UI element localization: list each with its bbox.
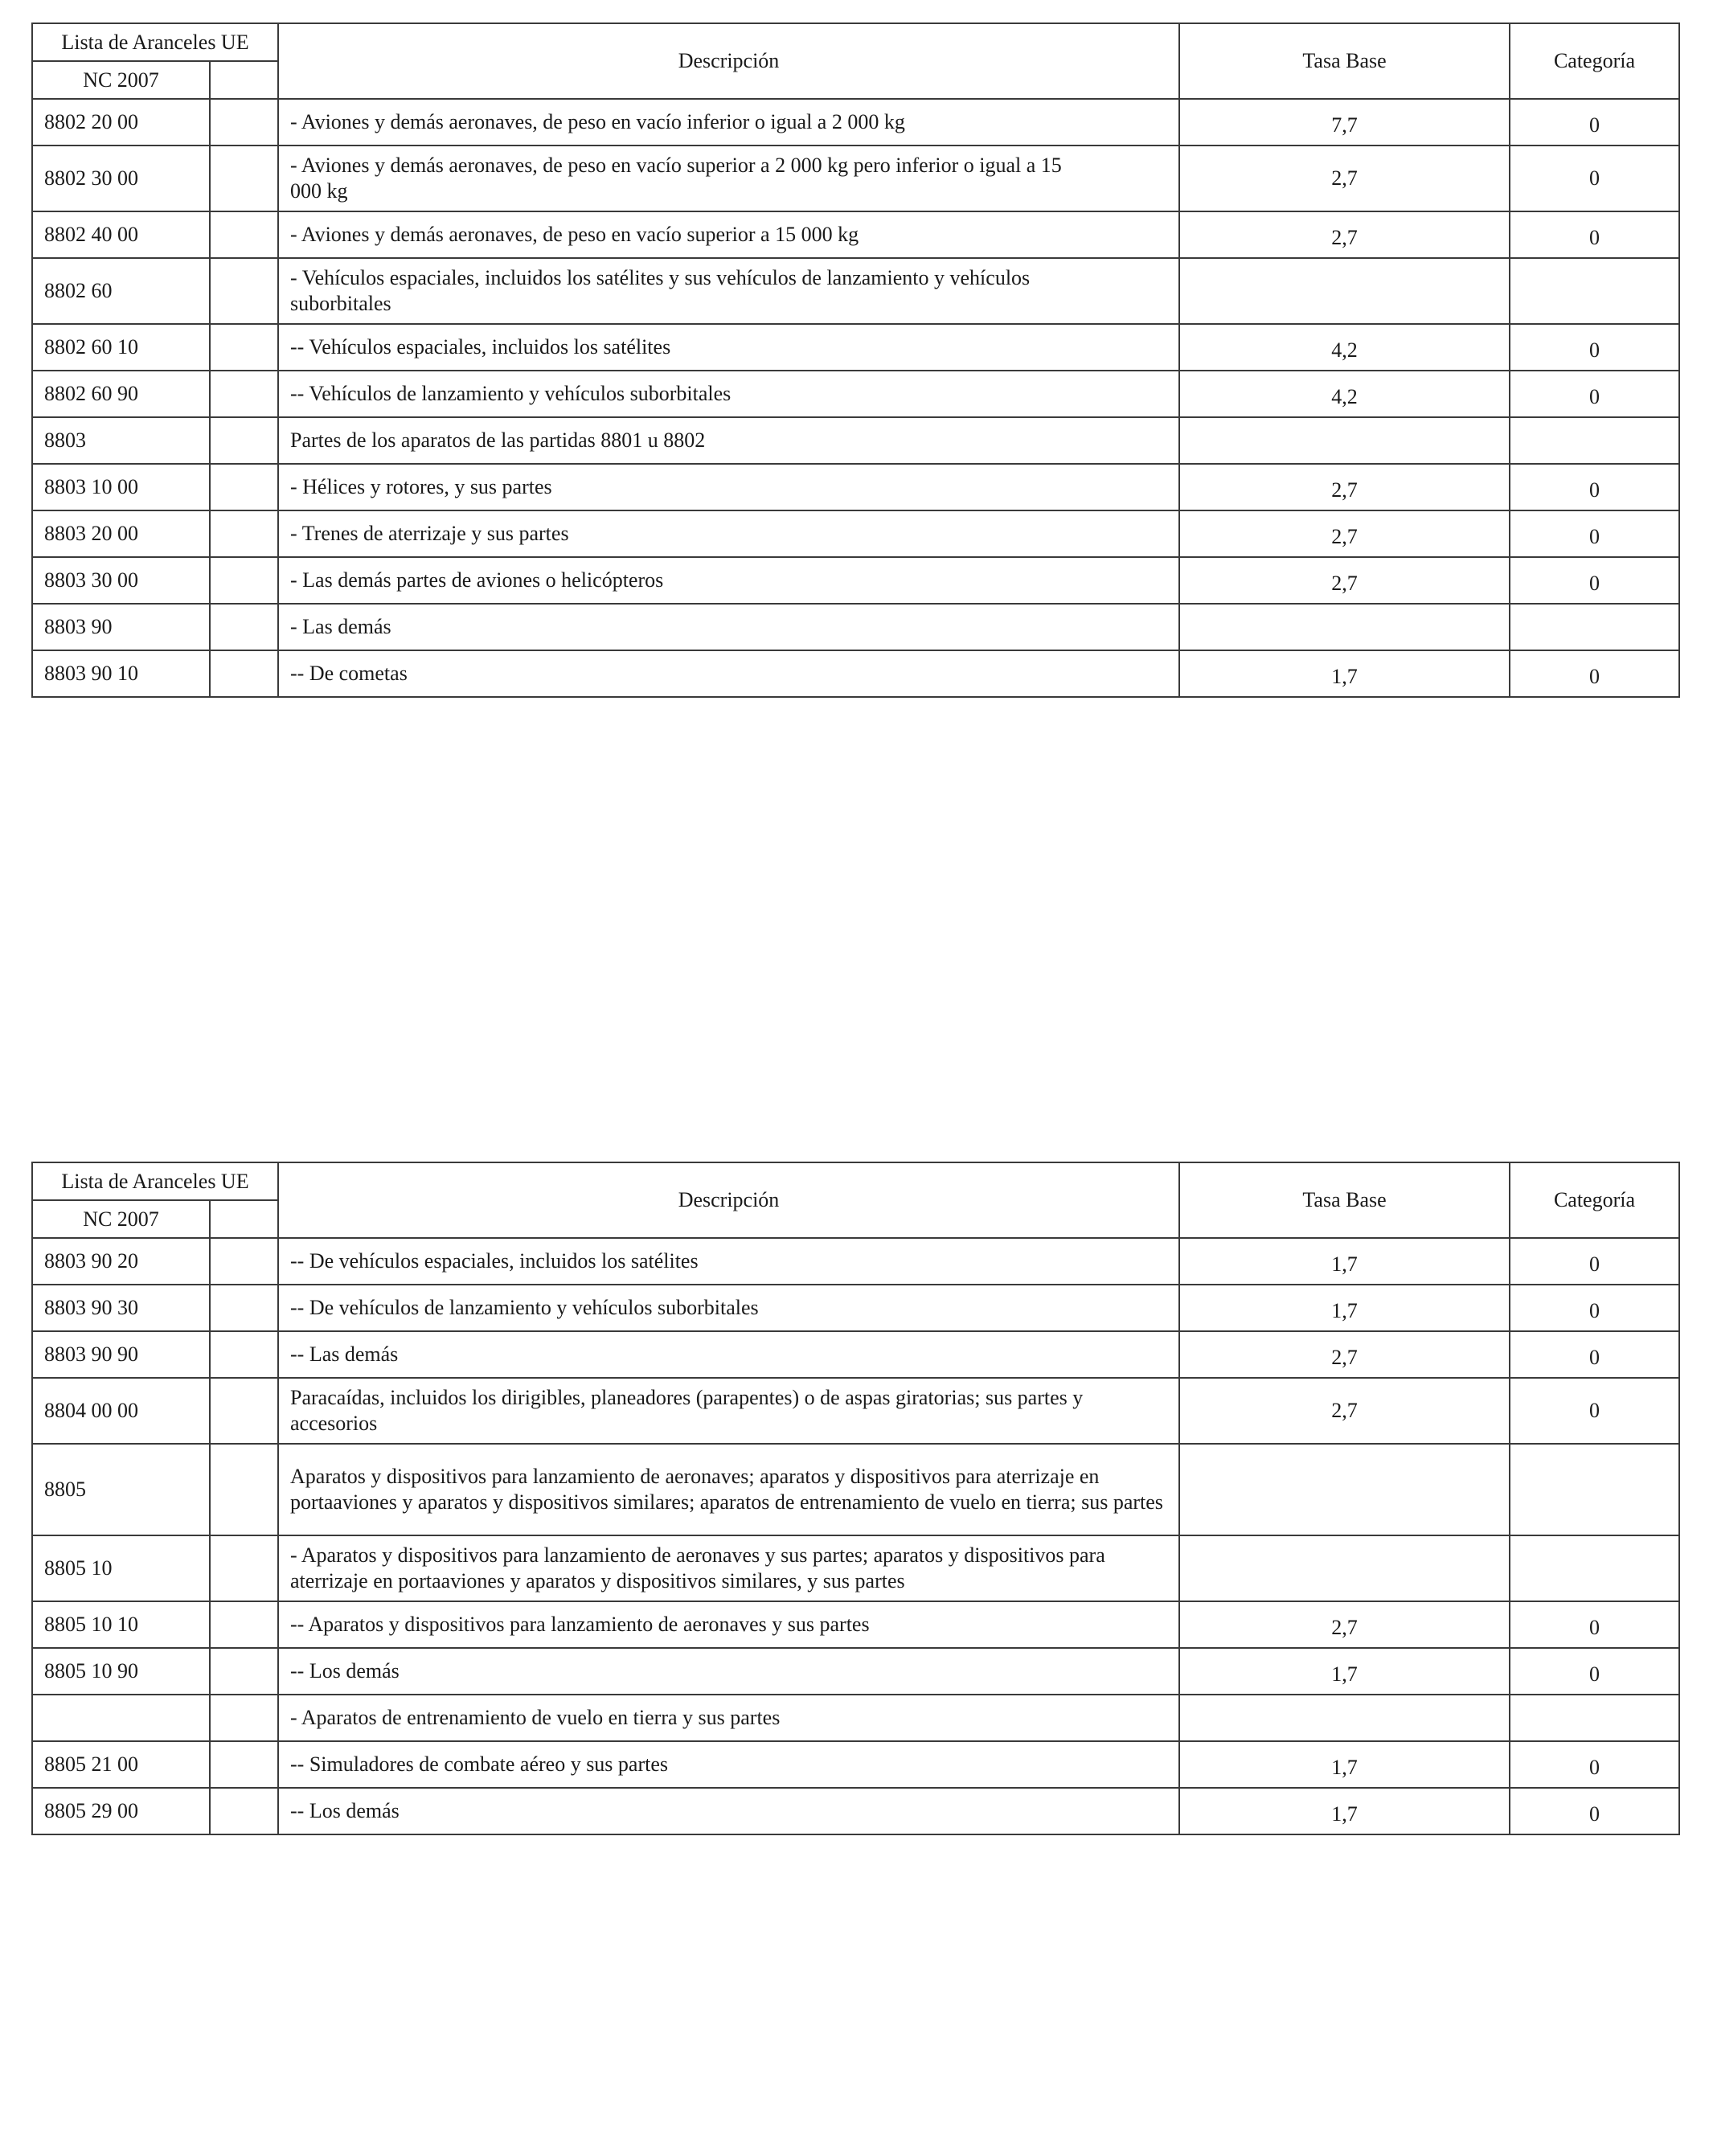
category: 0 xyxy=(1510,1648,1679,1695)
table-row xyxy=(32,1444,1679,1535)
header-tasa-base: Tasa Base xyxy=(1179,23,1510,99)
table-row xyxy=(32,324,1679,371)
description: - Aviones y demás aeronaves, de peso en vacío inferior o igual a 2 000 kg xyxy=(278,99,1179,146)
blank-cell xyxy=(210,99,278,146)
base-rate: 1,7 xyxy=(1179,1788,1510,1834)
category: 0 xyxy=(1510,1238,1679,1285)
category: 0 xyxy=(1510,510,1679,557)
category xyxy=(1510,1535,1679,1601)
description xyxy=(278,258,1179,324)
nc-code: 8805 21 00 xyxy=(32,1741,210,1788)
blank-cell xyxy=(210,1444,278,1535)
base-rate xyxy=(1179,604,1510,650)
header-lista: Lista de Aranceles UE xyxy=(32,1162,278,1200)
description: -- Las demás xyxy=(278,1331,1179,1378)
nc-code: 8804 00 00 xyxy=(32,1378,210,1444)
description: -- Los demás xyxy=(278,1648,1179,1695)
table-row xyxy=(32,1695,1679,1741)
base-rate: 1,7 xyxy=(1179,650,1510,697)
blank-cell xyxy=(210,1601,278,1648)
description-text: - Aviones y demás aeronaves, de peso en vacío superior a 2 000 kg pero inferior o igual a 15 000 kg xyxy=(290,154,1062,203)
table-row xyxy=(32,146,1679,211)
blank-cell xyxy=(210,604,278,650)
base-rate: 2,7 xyxy=(1179,1331,1510,1378)
category xyxy=(1510,1444,1679,1535)
nc-code: 8803 90 10 xyxy=(32,650,210,697)
header-descripcion: Descripción xyxy=(278,1162,1179,1238)
description: - Aviones y demás aeronaves, de peso en vacío superior a 15 000 kg xyxy=(278,211,1179,258)
base-rate: 2,7 xyxy=(1179,1601,1510,1648)
base-rate: 2,7 xyxy=(1179,211,1510,258)
header-nc: NC 2007 xyxy=(32,61,210,99)
base-rate xyxy=(1179,1695,1510,1741)
nc-code: 8803 90 30 xyxy=(32,1285,210,1331)
nc-code: 8803 10 00 xyxy=(32,464,210,510)
nc-code: 8805 29 00 xyxy=(32,1788,210,1834)
category: 0 xyxy=(1510,324,1679,371)
table-row xyxy=(32,1601,1679,1648)
table-row xyxy=(32,510,1679,557)
nc-code: 8803 90 xyxy=(32,604,210,650)
description: - Hélices y rotores, y sus partes xyxy=(278,464,1179,510)
blank-cell xyxy=(210,324,278,371)
blank-cell xyxy=(210,1788,278,1834)
blank-cell xyxy=(210,371,278,417)
blank-cell xyxy=(210,1535,278,1601)
category xyxy=(1510,417,1679,464)
category: 0 xyxy=(1510,650,1679,697)
base-rate xyxy=(1179,1535,1510,1601)
base-rate: 2,7 xyxy=(1179,510,1510,557)
nc-code: 8803 90 90 xyxy=(32,1331,210,1378)
description: Paracaídas, incluidos los dirigibles, planeadores (parapentes) o de aspas giratorias; sus partes y accesorios xyxy=(278,1378,1179,1444)
category: 0 xyxy=(1510,146,1679,211)
base-rate xyxy=(1179,258,1510,324)
category: 0 xyxy=(1510,371,1679,417)
nc-code: 8802 60 xyxy=(32,258,210,324)
base-rate: 1,7 xyxy=(1179,1648,1510,1695)
tariff-table-2 xyxy=(31,1162,1680,1835)
base-rate: 2,7 xyxy=(1179,1378,1510,1444)
header-descripcion: Descripción xyxy=(278,23,1179,99)
nc-code: 8802 60 90 xyxy=(32,371,210,417)
table-row xyxy=(32,211,1679,258)
description xyxy=(278,146,1179,211)
category xyxy=(1510,258,1679,324)
description: -- De cometas xyxy=(278,650,1179,697)
blank-cell xyxy=(210,650,278,697)
blank-cell xyxy=(210,146,278,211)
header-row xyxy=(32,1162,1679,1200)
category: 0 xyxy=(1510,1741,1679,1788)
category: 0 xyxy=(1510,464,1679,510)
description: -- Simuladores de combate aéreo y sus partes xyxy=(278,1741,1179,1788)
blank-cell xyxy=(210,510,278,557)
description: - Las demás partes de aviones o helicópteros xyxy=(278,557,1179,604)
description-text: - Vehículos espaciales, incluidos los satélites y sus vehículos de lanzamiento y vehículos suborbitales xyxy=(290,266,1031,315)
description: -- Vehículos de lanzamiento y vehículos suborbitales xyxy=(278,371,1179,417)
header-nc: NC 2007 xyxy=(32,1200,210,1238)
base-rate: 1,7 xyxy=(1179,1741,1510,1788)
category xyxy=(1510,1695,1679,1741)
description: Aparatos y dispositivos para lanzamiento de aeronaves; aparatos y dispositivos para aterrizaje en portaaviones y aparatos y dispositivos similares; aparatos de entrenamiento de vuelo en tierra; sus partes xyxy=(278,1444,1179,1535)
base-rate: 2,7 xyxy=(1179,146,1510,211)
base-rate: 2,7 xyxy=(1179,557,1510,604)
description: -- Aparatos y dispositivos para lanzamiento de aeronaves y sus partes xyxy=(278,1601,1179,1648)
base-rate xyxy=(1179,417,1510,464)
blank-cell xyxy=(210,258,278,324)
table-row xyxy=(32,371,1679,417)
header-tasa-base: Tasa Base xyxy=(1179,1162,1510,1238)
description: - Trenes de aterrizaje y sus partes xyxy=(278,510,1179,557)
base-rate: 1,7 xyxy=(1179,1285,1510,1331)
base-rate: 2,7 xyxy=(1179,464,1510,510)
blank-cell xyxy=(210,1695,278,1741)
nc-code xyxy=(32,1695,210,1741)
nc-code: 8803 20 00 xyxy=(32,510,210,557)
header-blank-cell xyxy=(210,1200,278,1238)
category xyxy=(1510,604,1679,650)
nc-code: 8803 30 00 xyxy=(32,557,210,604)
category: 0 xyxy=(1510,1285,1679,1331)
table-row xyxy=(32,417,1679,464)
base-rate xyxy=(1179,1444,1510,1535)
blank-cell xyxy=(210,464,278,510)
blank-cell xyxy=(210,1378,278,1444)
nc-code: 8802 40 00 xyxy=(32,211,210,258)
nc-code: 8802 30 00 xyxy=(32,146,210,211)
category: 0 xyxy=(1510,1331,1679,1378)
category: 0 xyxy=(1510,99,1679,146)
table-row xyxy=(32,1535,1679,1601)
tariff-table-1 xyxy=(31,23,1680,698)
description: - Las demás xyxy=(278,604,1179,650)
header-categoria: Categoría xyxy=(1510,23,1679,99)
blank-cell xyxy=(210,1285,278,1331)
table-row xyxy=(32,1285,1679,1331)
category: 0 xyxy=(1510,1788,1679,1834)
category: 0 xyxy=(1510,1601,1679,1648)
blank-cell xyxy=(210,417,278,464)
header-lista: Lista de Aranceles UE xyxy=(32,23,278,61)
nc-code: 8802 20 00 xyxy=(32,99,210,146)
table-row xyxy=(32,1331,1679,1378)
description: -- Vehículos espaciales, incluidos los satélites xyxy=(278,324,1179,371)
category: 0 xyxy=(1510,557,1679,604)
nc-code: 8803 xyxy=(32,417,210,464)
blank-cell xyxy=(210,211,278,258)
table-row xyxy=(32,604,1679,650)
table-row xyxy=(32,650,1679,697)
description: -- De vehículos de lanzamiento y vehículos suborbitales xyxy=(278,1285,1179,1331)
nc-code: 8802 60 10 xyxy=(32,324,210,371)
table-row xyxy=(32,464,1679,510)
nc-code: 8805 xyxy=(32,1444,210,1535)
table-row xyxy=(32,1238,1679,1285)
base-rate: 1,7 xyxy=(1179,1238,1510,1285)
base-rate: 4,2 xyxy=(1179,371,1510,417)
nc-code: 8805 10 90 xyxy=(32,1648,210,1695)
header-categoria: Categoría xyxy=(1510,1162,1679,1238)
blank-cell xyxy=(210,1648,278,1695)
header-blank-cell xyxy=(210,61,278,99)
description: -- De vehículos espaciales, incluidos los satélites xyxy=(278,1238,1179,1285)
nc-code: 8803 90 20 xyxy=(32,1238,210,1285)
base-rate: 7,7 xyxy=(1179,99,1510,146)
category: 0 xyxy=(1510,1378,1679,1444)
table-row xyxy=(32,258,1679,324)
header-row xyxy=(32,23,1679,61)
blank-cell xyxy=(210,1331,278,1378)
table-row xyxy=(32,1648,1679,1695)
nc-code: 8805 10 10 xyxy=(32,1601,210,1648)
nc-code: 8805 10 xyxy=(32,1535,210,1601)
base-rate: 4,2 xyxy=(1179,324,1510,371)
table-row xyxy=(32,1788,1679,1834)
table-row xyxy=(32,1378,1679,1444)
table-row xyxy=(32,557,1679,604)
table-row xyxy=(32,99,1679,146)
description: - Aparatos y dispositivos para lanzamiento de aeronaves y sus partes; aparatos y dispositivos para aterrizaje en portaaviones y aparatos y dispositivos similares, y sus partes xyxy=(278,1535,1179,1601)
blank-cell xyxy=(210,557,278,604)
description: - Aparatos de entrenamiento de vuelo en tierra y sus partes xyxy=(278,1695,1179,1741)
blank-cell xyxy=(210,1238,278,1285)
category: 0 xyxy=(1510,211,1679,258)
description: -- Los demás xyxy=(278,1788,1179,1834)
description: Partes de los aparatos de las partidas 8801 u 8802 xyxy=(278,417,1179,464)
blank-cell xyxy=(210,1741,278,1788)
table-row xyxy=(32,1741,1679,1788)
